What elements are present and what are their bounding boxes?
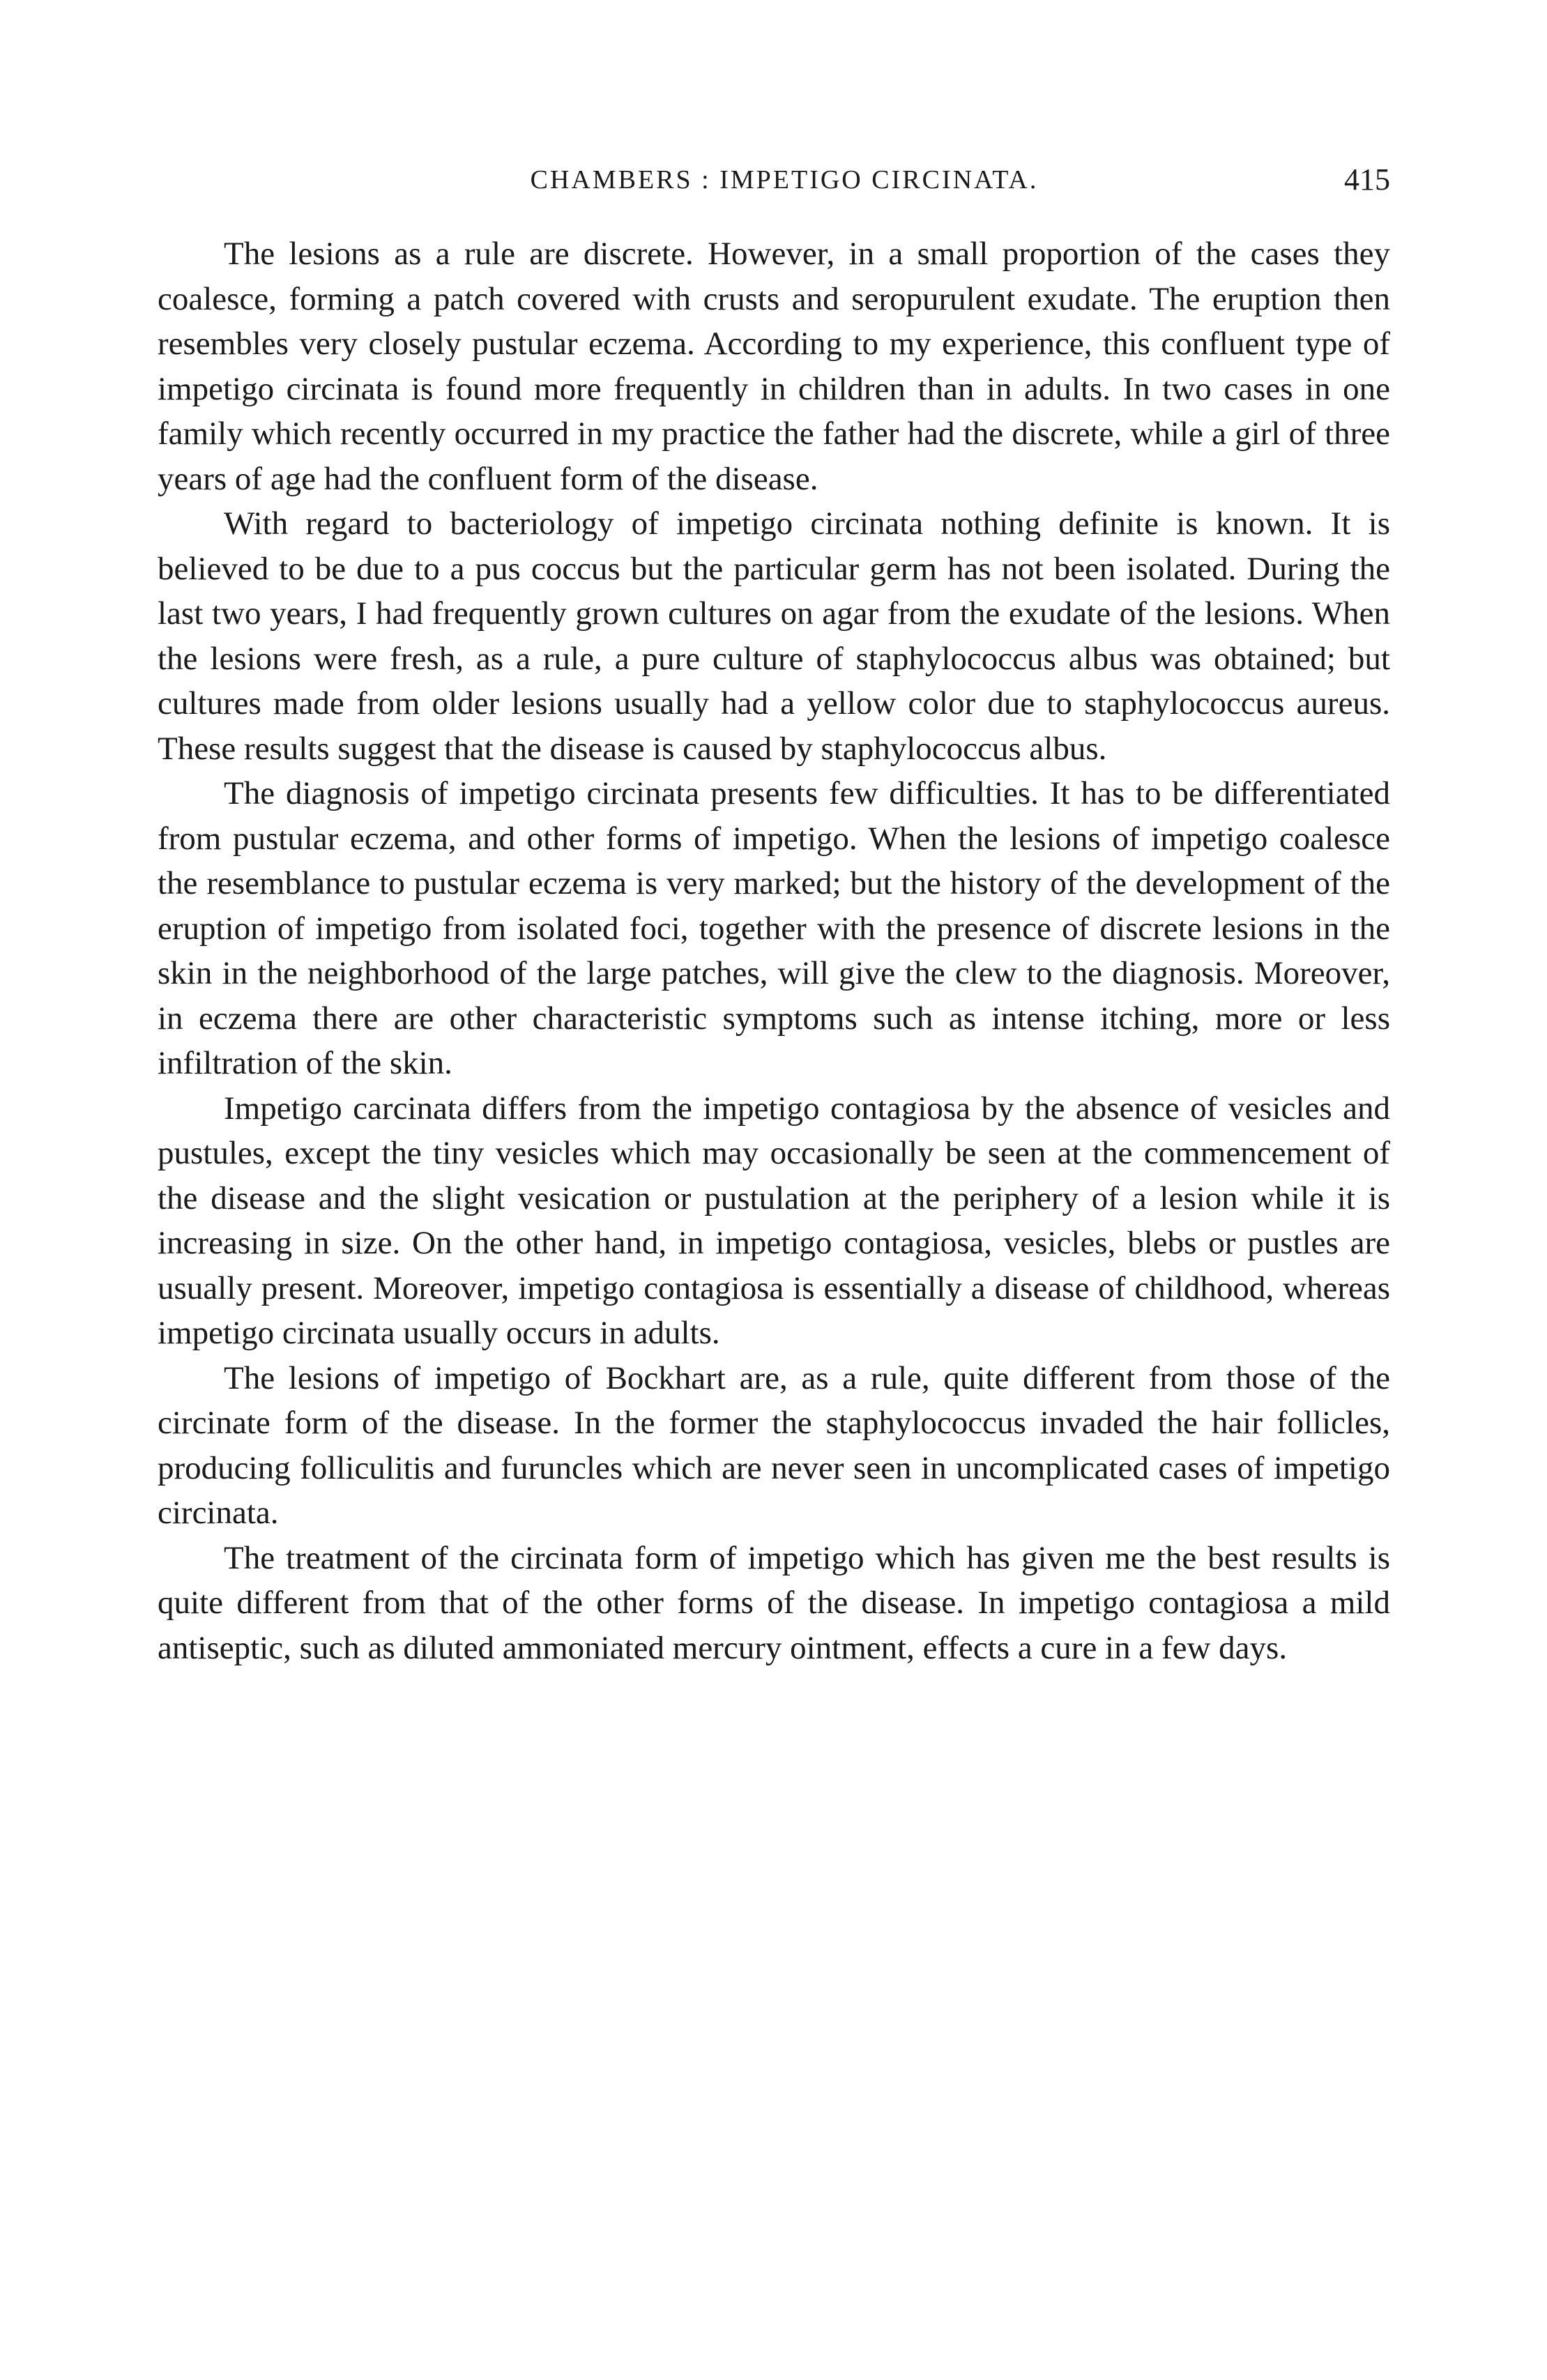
article-body (158, 231, 1390, 1670)
paragraph-bacteriology: With regard to bacteriology of impetigo circinata nothing definite is known. It is believed to be due to a pus coccus but the particular germ has not been isolated. During the last two years, I had frequently grown cultures on agar from the exudate of the lesions. When the lesions were fresh, as a rule, a pure culture of staphylococcus albus was obtained; but cultures made from older lesions usually had a yellow color due to staphylococcus aureus. These results suggest that the disease is caused by staphylococcus albus. (158, 505, 1390, 767)
page-number: 415 (1344, 162, 1390, 197)
running-title: CHAMBERS : IMPETIGO CIRCINATA. (530, 165, 1039, 194)
paragraph-lesions: The lesions as a rule are discrete. However, in a small proportion of the cases they coalesce, forming a patch covered with crusts and seropurulent exudate. The eruption then resembles very closely pustular eczema. According to my experience, this confluent type of impetigo circinata is found more frequently in children than in adults. In two cases in one family which recently occurred in my practice the father had the discrete, while a girl of three years of age had the confluent form of the disease. (158, 236, 1390, 497)
paragraph-bockhart: The lesions of impetigo of Bockhart are, as a rule, quite different from those of the circinate form of the disease. In the former the staphylococcus invaded the hair follicles, producing folliculitis and furuncles which are never seen in uncomplicated cases of impetigo circinata. (158, 1359, 1390, 1531)
paragraph-diagnosis: The diagnosis of impetigo circinata presents few difficulties. It has to be differentiated from pustular eczema, and other forms of impetigo. When the lesions of impetigo coalesce the resemblance to pustular eczema is very marked; but the history of the development of the eruption of impetigo from isolated foci, together with the presence of discrete lesions in the skin in the neighborhood of the large patches, will give the clew to the diagnosis. Moreover, in eczema there are other characteristic symptoms such as intense itching, more or less infiltration of the skin. (158, 775, 1390, 1081)
page-header (158, 159, 1390, 201)
paragraph-treatment: The treatment of the circinata form of impetigo which has given me the best results is quite different from that of the other forms of the disease. In impetigo contagiosa a mild antiseptic, such as diluted ammoniated mercury ointment, effects a cure in a few days. (158, 1539, 1390, 1666)
paragraph-differential-contagiosa: Impetigo carcinata differs from the impetigo contagiosa by the absence of vesicles and pustules, except the tiny vesicles which may occasionally be seen at the commencement of the disease and the slight vesication or pustulation at the periphery of a lesion while it is increasing in size. On the other hand, in impetigo contagiosa, vesicles, blebs or pustles are usually present. Moreover, impetigo contagiosa is essentially a disease of childhood, whereas impetigo circinata usually occurs in adults. (158, 1090, 1390, 1351)
